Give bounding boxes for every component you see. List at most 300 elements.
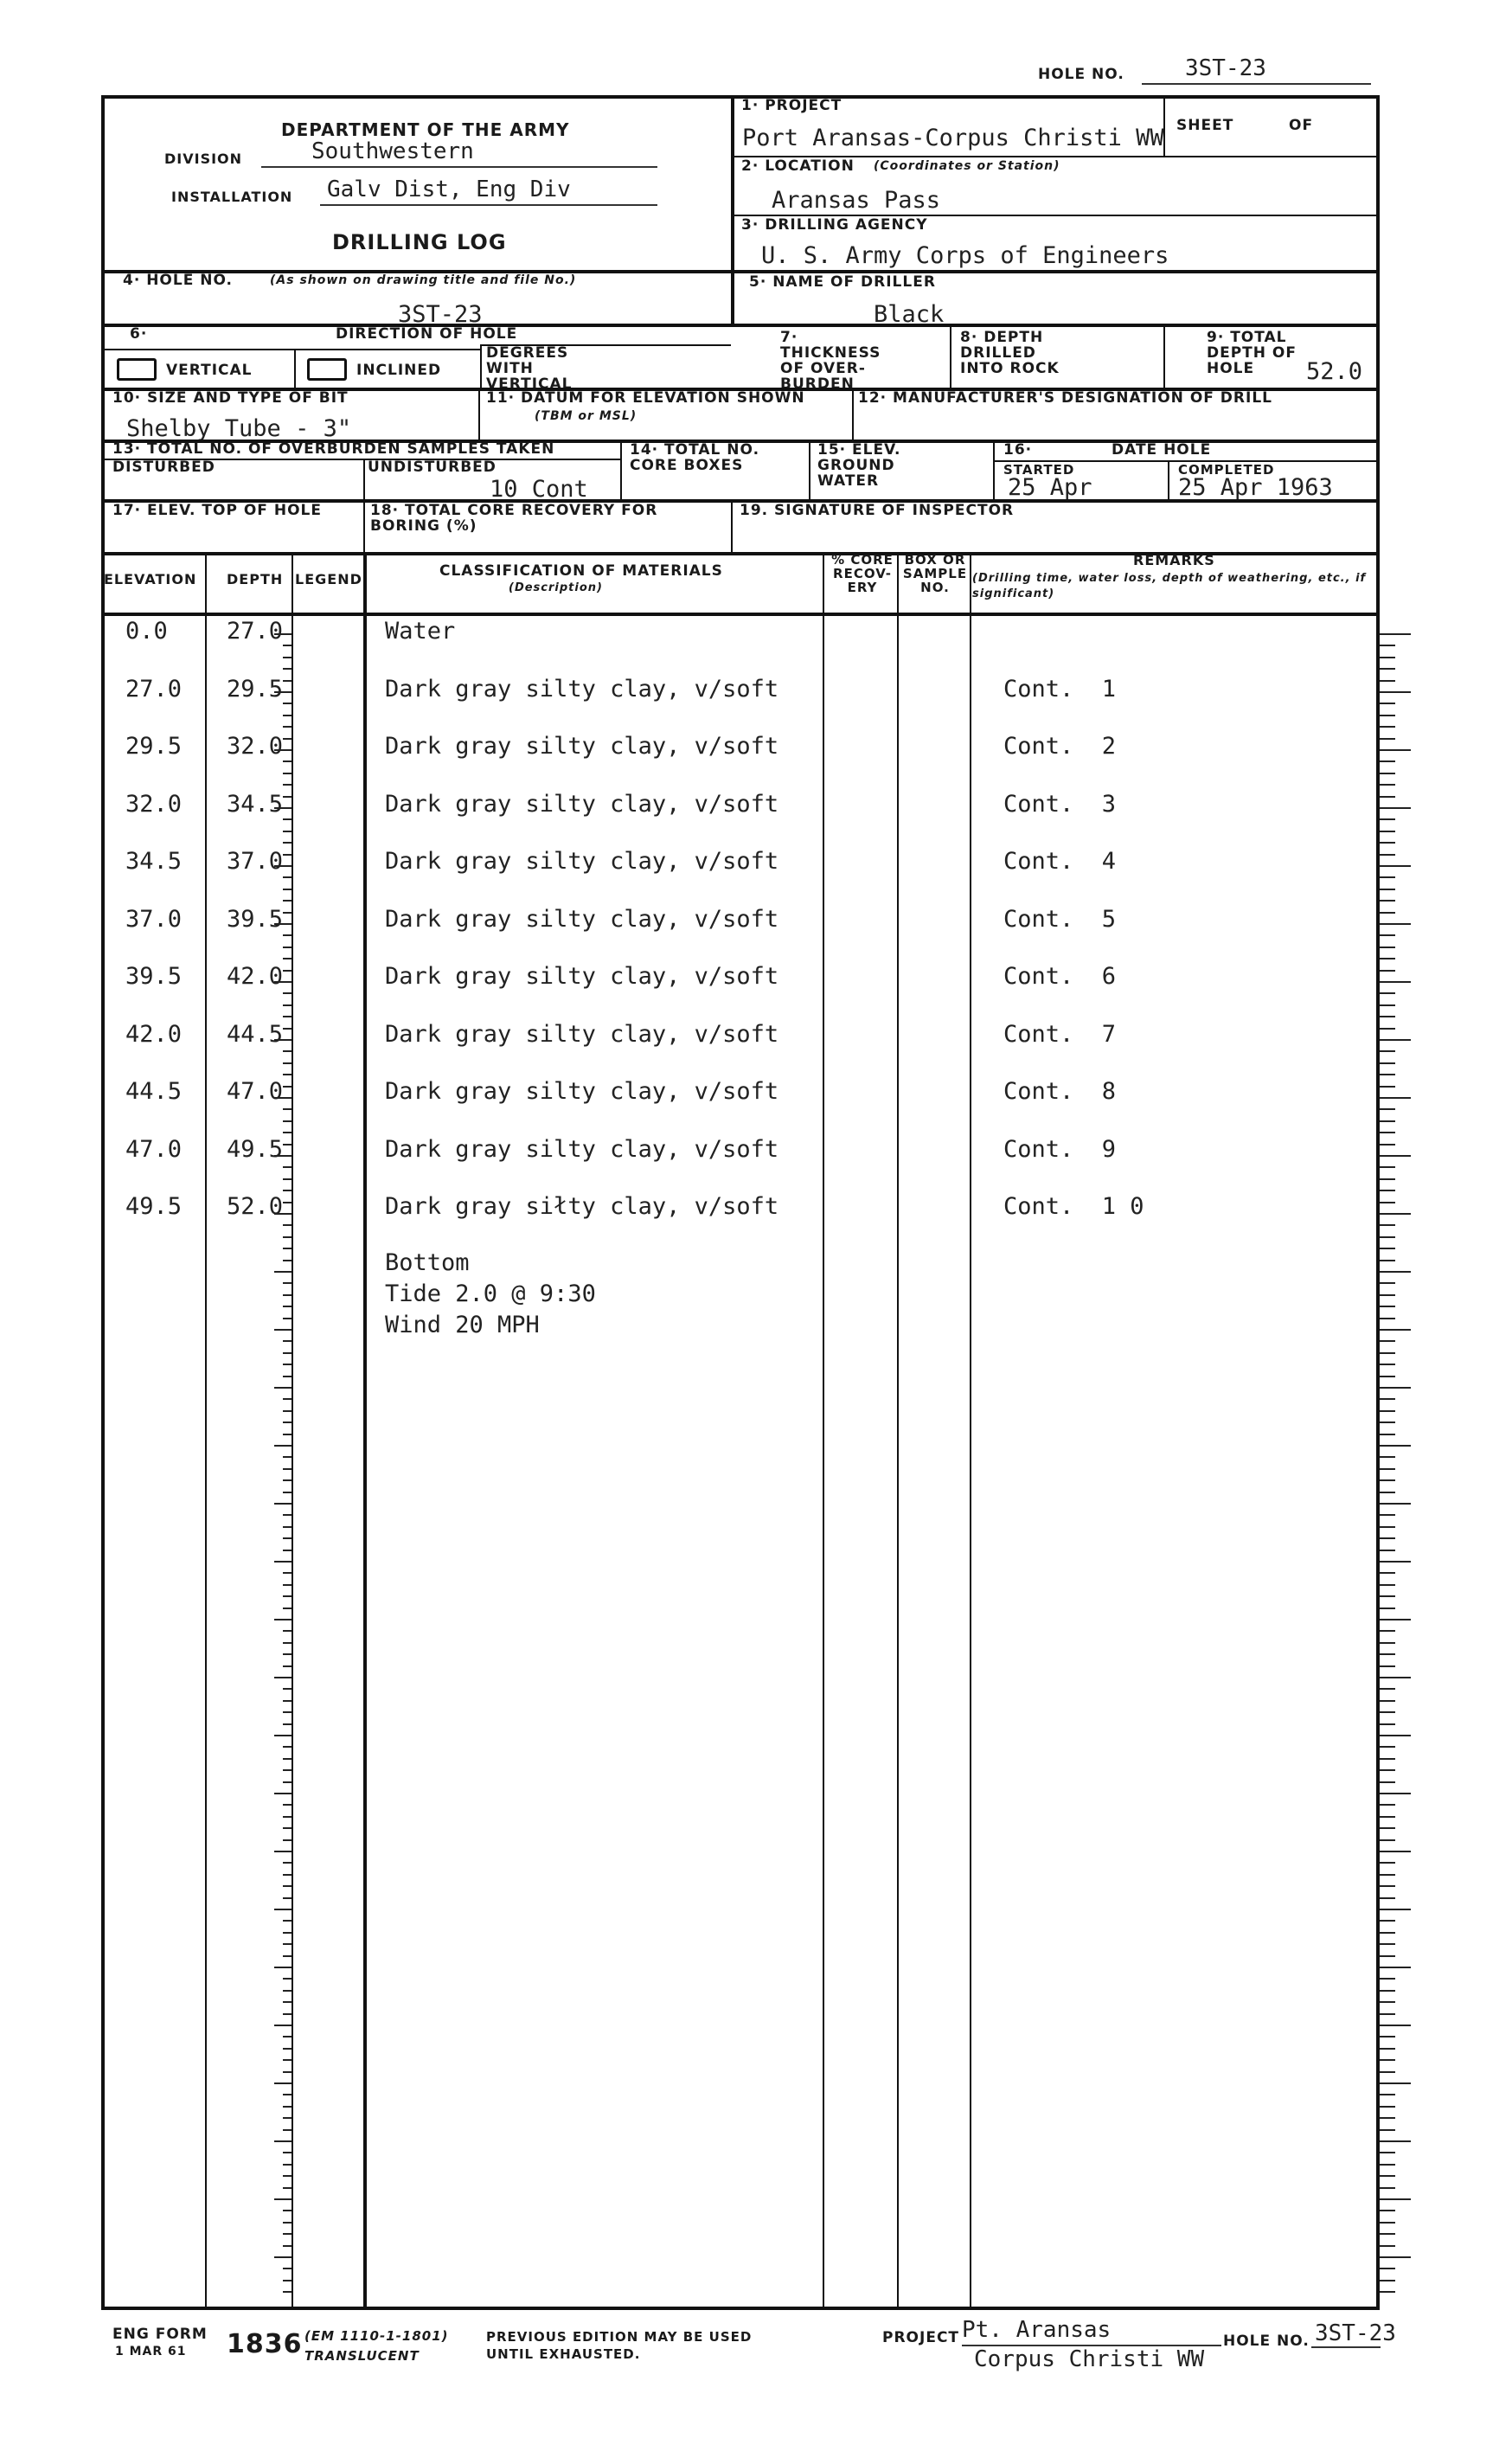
- vertical-checkbox[interactable]: [117, 358, 157, 381]
- depth-tick: [283, 1468, 292, 1470]
- depth-tick: [283, 2164, 292, 2166]
- edge-tick: [1380, 1421, 1395, 1423]
- depth-tick: [283, 2036, 292, 2038]
- row-elevation: 32.0: [125, 791, 183, 818]
- edge-tick: [1380, 1688, 1395, 1690]
- depth-tick: [283, 1294, 292, 1296]
- edge-tick: [1380, 2082, 1411, 2084]
- edge-tick: [1380, 970, 1395, 972]
- depth-tick: [283, 2117, 292, 2119]
- depth-tick: [283, 1166, 292, 1168]
- edge-tick: [1380, 1028, 1395, 1030]
- depth-tick: [283, 1827, 292, 1829]
- depth-tick: [283, 668, 292, 670]
- edge-tick: [1380, 1306, 1395, 1307]
- edge-tick: [1380, 1120, 1395, 1122]
- edge-tick: [1380, 1723, 1395, 1725]
- depth-tick: [283, 1862, 292, 1864]
- edge-tick: [1380, 1758, 1395, 1760]
- depth-tick: [274, 1851, 292, 1852]
- depth-tick: [283, 1004, 292, 1006]
- edge-tick: [1380, 1248, 1395, 1249]
- depth-tick: [274, 2082, 292, 2084]
- edge-tick: [1380, 1294, 1395, 1296]
- until-exhausted: UNTIL EXHAUSTED.: [486, 2346, 641, 2362]
- edge-tick: [1380, 1804, 1395, 1806]
- row-elevation: 34.5: [125, 848, 183, 875]
- edge-tick: [1380, 1874, 1395, 1876]
- edge-tick: [1380, 1862, 1395, 1864]
- edge-tick: [1380, 1735, 1411, 1736]
- depth-tick: [283, 760, 292, 762]
- depth-tick: [274, 1793, 292, 1794]
- direction-label: DIRECTION OF HOLE: [336, 325, 518, 343]
- row-description: Dark gray silty clay, v/soft: [385, 1078, 779, 1105]
- row-elevation: 42.0: [125, 1021, 183, 1048]
- edge-tick: [1380, 1642, 1395, 1644]
- row-depth: 32.0: [227, 733, 284, 760]
- hole-value: 3ST-23: [398, 301, 483, 328]
- row-depth: 34.5: [227, 791, 284, 818]
- row-depth: 44.5: [227, 1021, 284, 1048]
- depth-tick: [283, 1178, 292, 1180]
- edge-tick: [1380, 807, 1411, 809]
- edge-tick: [1380, 1039, 1411, 1041]
- edge-tick: [1380, 1213, 1411, 1215]
- depth-tick: [283, 1144, 292, 1145]
- bit-value: Shelby Tube - 3": [126, 415, 352, 442]
- depth-tick: [283, 1746, 292, 1748]
- depth-tick: [274, 923, 292, 925]
- inspector-label: 19. SIGNATURE OF INSPECTOR: [740, 502, 1015, 519]
- edge-tick: [1380, 992, 1395, 994]
- depth-tick: [274, 1213, 292, 1215]
- col-box-sample: BOX OR SAMPLE NO.: [902, 552, 968, 595]
- depth-tick: [283, 1874, 292, 1876]
- footer-project-line1: Pt. Aransas: [962, 2317, 1112, 2343]
- edge-tick: [1380, 1456, 1395, 1458]
- depth-tick: [274, 2140, 292, 2142]
- depth-tick: [274, 1909, 292, 1910]
- edge-tick: [1380, 1816, 1395, 1818]
- depth-tick: [274, 1445, 292, 1447]
- started-value: 25 Apr: [1008, 474, 1092, 501]
- direction-num: 6·: [130, 325, 148, 343]
- row-depth: 27.0: [227, 618, 284, 645]
- undisturbed-value: 10 Cont: [490, 476, 588, 503]
- row-description: Dark gray silty clay, v/soft: [385, 676, 779, 703]
- edge-tick: [1380, 831, 1395, 832]
- edge-tick: [1380, 1608, 1395, 1609]
- edge-tick: [1380, 1155, 1411, 1157]
- edge-tick: [1380, 2210, 1395, 2211]
- depth-tick: [283, 947, 292, 948]
- edge-tick: [1380, 1550, 1395, 1551]
- row-elevation: 0.0: [125, 618, 168, 645]
- location-label: 2· LOCATION: [741, 157, 855, 175]
- depth-tick: [283, 1318, 292, 1319]
- edge-tick: [1380, 738, 1395, 740]
- department-title: DEPARTMENT OF THE ARMY: [281, 119, 570, 140]
- edge-tick: [1380, 2025, 1411, 2026]
- elev-top-label: 17· ELEV. TOP OF HOLE: [112, 502, 322, 519]
- depth-tick: [283, 2059, 292, 2061]
- edge-tick: [1380, 889, 1395, 890]
- sheet-of-label: OF: [1289, 117, 1314, 134]
- depth-tick: [283, 1352, 292, 1354]
- edge-tick: [1380, 633, 1411, 635]
- depth-tick: [274, 1155, 292, 1157]
- edge-tick: [1380, 1236, 1395, 1238]
- row-elevation: 49.5: [125, 1193, 183, 1220]
- depth-tick: [283, 1642, 292, 1644]
- depth-tick: [283, 1665, 292, 1667]
- row-description: Dark gray silty clay, v/soft: [385, 733, 779, 760]
- edge-tick: [1380, 773, 1395, 774]
- depth-tick: [283, 1595, 292, 1597]
- edge-tick: [1380, 1410, 1395, 1412]
- edge-tick: [1380, 1329, 1411, 1331]
- location-hint: (Coordinates or Station): [874, 159, 1060, 173]
- col-remarks-hint: (Drilling time, water loss, depth of weathering, etc., if significant): [972, 572, 1367, 600]
- location-value: Aransas Pass: [772, 187, 941, 214]
- hole-no-label: HOLE NO.: [1038, 66, 1124, 83]
- edge-tick: [1380, 1619, 1411, 1620]
- row-remarks: Cont. 1: [1003, 676, 1117, 703]
- core-recovery-label: 18· TOTAL CORE RECOVERY FOR BORING (%): [370, 502, 658, 535]
- depth-tick: [283, 2175, 292, 2177]
- translucent-label: TRANSLUCENT: [304, 2348, 420, 2364]
- edge-tick: [1380, 1700, 1395, 1702]
- row-remarks: Cont. 9: [1003, 1136, 1117, 1163]
- row-description: Dark gray silty clay, v/soft: [385, 1021, 779, 1048]
- note-bottom: Bottom: [385, 1249, 470, 1276]
- depth-tick: [283, 1340, 292, 1342]
- depth-tick: [283, 680, 292, 682]
- note-tide: Tide 2.0 @ 9:30: [385, 1280, 596, 1307]
- edge-tick: [1380, 923, 1411, 925]
- row-description: Dark gray silty clay, v/soft: [385, 848, 779, 875]
- footer-hole-value: 3ST-23: [1315, 2320, 1396, 2346]
- samples-label: 13· TOTAL NO. OF OVERBURDEN SAMPLES TAKEN: [112, 440, 555, 458]
- depth-tick: [283, 2106, 292, 2108]
- edge-tick: [1380, 1178, 1395, 1180]
- disturbed-label: DISTURBED: [112, 459, 215, 476]
- depth-tick: [283, 1074, 292, 1075]
- depth-tick: [283, 1306, 292, 1307]
- depth-tick: [283, 1376, 292, 1377]
- edge-tick: [1380, 2233, 1395, 2235]
- manufacturer-label: 12· MANUFACTURER'S DESIGNATION OF DRILL: [858, 389, 1272, 407]
- edge-tick: [1380, 1097, 1411, 1099]
- depth-tick: [283, 912, 292, 914]
- depth-tick: [283, 1990, 292, 1992]
- depth-tick: [283, 645, 292, 646]
- depth-tick: [283, 738, 292, 740]
- edge-tick: [1380, 1190, 1395, 1191]
- depth-tick: [283, 2268, 292, 2269]
- edge-tick: [1380, 1514, 1395, 1516]
- depth-tick: [283, 2129, 292, 2131]
- edge-tick: [1380, 2059, 1395, 2061]
- depth-tick: [283, 1236, 292, 1238]
- edge-tick: [1380, 2106, 1395, 2108]
- thickness-label: 7· THICKNESS OF OVER- BURDEN: [780, 329, 881, 393]
- drilling-log-title: DRILLING LOG: [332, 230, 507, 254]
- edge-tick: [1380, 1202, 1395, 1203]
- edge-tick: [1380, 1885, 1395, 1887]
- depth-tick: [283, 2152, 292, 2153]
- project-label: 1· PROJECT: [741, 97, 842, 114]
- depth-tick: [283, 2048, 292, 2050]
- row-depth: 49.5: [227, 1136, 284, 1163]
- edge-tick: [1380, 2071, 1395, 2073]
- depth-tick: [274, 691, 292, 693]
- edge-tick: [1380, 1897, 1395, 1899]
- edge-tick: [1380, 2175, 1395, 2177]
- edge-tick: [1380, 1630, 1395, 1632]
- depth-tick: [283, 1514, 292, 1516]
- edge-tick: [1380, 1990, 1395, 1992]
- edge-tick: [1380, 2048, 1395, 2050]
- edge-tick: [1380, 1584, 1395, 1586]
- eng-form-label: ENG FORM: [112, 2326, 208, 2343]
- edge-tick: [1380, 1260, 1395, 1261]
- depth-tick: [274, 865, 292, 867]
- depth-tick: [274, 1561, 292, 1563]
- datum-label: 11· DATUM FOR ELEVATION SHOWN: [486, 389, 805, 407]
- depth-tick: [283, 2071, 292, 2073]
- depth-tick: [274, 1967, 292, 1968]
- row-description: Water: [385, 618, 456, 645]
- edge-tick: [1380, 1108, 1395, 1110]
- edge-tick: [1380, 2291, 1395, 2293]
- edge-tick: [1380, 657, 1395, 658]
- row-remarks: Cont. 3: [1003, 791, 1117, 818]
- row-elevation: 44.5: [125, 1078, 183, 1105]
- edge-tick: [1380, 784, 1395, 786]
- depth-tick: [283, 831, 292, 832]
- edge-tick: [1380, 1955, 1395, 1957]
- row-depth: 37.0: [227, 848, 284, 875]
- depth-tick: [283, 1364, 292, 1365]
- depth-tick: [283, 1492, 292, 1493]
- bit-label: 10· SIZE AND TYPE OF BIT: [112, 389, 349, 407]
- depth-tick: [283, 1120, 292, 1122]
- edge-tick: [1380, 796, 1395, 798]
- edge-tick: [1380, 668, 1395, 670]
- edge-tick: [1380, 2117, 1395, 2119]
- depth-tick: [283, 1190, 292, 1191]
- depth-tick: [283, 1688, 292, 1690]
- depth-tick: [283, 2233, 292, 2235]
- edge-tick: [1380, 1572, 1395, 1574]
- edge-tick: [1380, 1851, 1411, 1852]
- depth-tick: [274, 1329, 292, 1331]
- depth-rock-label: 8· DEPTH DRILLED INTO ROCK: [960, 329, 1060, 377]
- edge-tick: [1380, 1479, 1395, 1481]
- vertical-label: VERTICAL: [166, 362, 253, 379]
- edge-tick: [1380, 760, 1395, 762]
- depth-tick: [283, 1050, 292, 1052]
- col-classification-hint: (Description): [509, 581, 603, 594]
- col-depth: DEPTH: [227, 571, 284, 587]
- edge-tick: [1380, 1434, 1395, 1435]
- edge-tick: [1380, 2280, 1395, 2281]
- depth-tick: [274, 1097, 292, 1099]
- edge-tick: [1380, 691, 1411, 693]
- edge-tick: [1380, 1537, 1395, 1539]
- edge-tick: [1380, 912, 1395, 914]
- edge-tick: [1380, 2222, 1395, 2224]
- edge-tick: [1380, 2036, 1395, 2038]
- depth-tick: [283, 2291, 292, 2293]
- inclined-label: INCLINED: [356, 362, 442, 379]
- row-remarks: Cont. 4: [1003, 848, 1117, 875]
- depth-tick: [283, 2094, 292, 2095]
- depth-tick: [274, 1677, 292, 1678]
- edge-tick: [1380, 2094, 1395, 2095]
- edge-tick: [1380, 1445, 1411, 1447]
- edge-tick: [1380, 865, 1411, 867]
- edge-tick: [1380, 1074, 1395, 1075]
- row-description: Dark gray silty clay, v/soft: [385, 906, 779, 933]
- hole-no-value: 3ST-23: [1185, 55, 1266, 81]
- depth-tick: [283, 2280, 292, 2281]
- edge-tick: [1380, 2245, 1395, 2247]
- edge-tick: [1380, 958, 1395, 959]
- em-ref: (EM 1110-1-1801): [304, 2328, 449, 2344]
- edge-tick: [1380, 1224, 1395, 1226]
- edge-tick: [1380, 1132, 1395, 1133]
- depth-tick: [283, 889, 292, 890]
- depth-tick: [283, 657, 292, 658]
- undisturbed-label: UNDISTURBED: [368, 459, 497, 476]
- note-wind: Wind 20 MPH: [385, 1312, 540, 1338]
- edge-tick: [1380, 1062, 1395, 1064]
- driller-label: 5· NAME OF DRILLER: [749, 273, 936, 291]
- edge-tick: [1380, 1398, 1395, 1400]
- sheet-label: SHEET: [1176, 117, 1234, 134]
- depth-tick: [274, 2198, 292, 2200]
- depth-tick: [283, 2222, 292, 2224]
- project-value: Port Aransas-Corpus Christi WW: [742, 125, 1164, 151]
- depth-tick: [283, 992, 292, 994]
- row-remarks: Cont. 2: [1003, 733, 1117, 760]
- edge-tick: [1380, 1561, 1411, 1563]
- edge-tick: [1380, 854, 1395, 856]
- edge-tick: [1380, 1318, 1395, 1319]
- edge-tick: [1380, 1352, 1395, 1354]
- depth-tick: [283, 1526, 292, 1528]
- col-core-recovery: % CORE RECOV- ERY: [831, 552, 894, 595]
- depth-tick: [283, 1398, 292, 1400]
- row-elevation: 39.5: [125, 963, 183, 990]
- col-remarks: REMARKS: [1133, 552, 1215, 568]
- row-remarks: Cont. 5: [1003, 906, 1117, 933]
- edge-tick: [1380, 715, 1395, 716]
- hole-label: 4· HOLE NO.: [123, 272, 234, 289]
- depth-tick: [283, 1758, 292, 1760]
- edge-tick: [1380, 1271, 1411, 1273]
- edge-tick: [1380, 645, 1395, 646]
- row-description: Dark gray silty clay, v/soft: [385, 1136, 779, 1163]
- edge-tick: [1380, 947, 1395, 948]
- edge-tick: [1380, 2152, 1395, 2153]
- completed-value: 25 Apr 1963: [1178, 474, 1333, 501]
- depth-tick: [283, 1769, 292, 1771]
- form-number: 1836: [227, 2329, 303, 2359]
- depth-tick: [283, 1700, 292, 1702]
- depth-tick: [283, 842, 292, 844]
- row-remarks: Cont. 7: [1003, 1021, 1117, 1048]
- edge-tick: [1380, 900, 1395, 902]
- depth-tick: [283, 1630, 292, 1632]
- edge-tick: [1380, 1909, 1411, 1910]
- row-depth: 39.5: [227, 906, 284, 933]
- row-depth: 52.0: [227, 1193, 284, 1220]
- depth-tick: [283, 1943, 292, 1945]
- edge-tick: [1380, 1665, 1395, 1667]
- core-boxes-label: 14· TOTAL NO. CORE BOXES: [630, 441, 760, 474]
- footer-project-label: PROJECT: [882, 2329, 960, 2346]
- edge-tick: [1380, 981, 1411, 983]
- edge-tick: [1380, 1004, 1395, 1006]
- depth-tick: [274, 1503, 292, 1505]
- depth-tick: [283, 773, 292, 774]
- edge-tick: [1380, 1746, 1395, 1748]
- depth-tick: [283, 958, 292, 959]
- footer-project-line2: Corpus Christi WW: [974, 2346, 1205, 2372]
- edge-tick: [1380, 1468, 1395, 1470]
- depth-tick: [274, 1735, 292, 1736]
- depth-tick: [283, 1224, 292, 1226]
- division-value: Southwestern: [311, 138, 474, 164]
- edge-tick: [1380, 2256, 1411, 2258]
- depth-tick: [274, 1271, 292, 1273]
- depth-tick: [283, 970, 292, 972]
- depth-tick: [283, 1572, 292, 1574]
- depth-tick: [283, 2001, 292, 2003]
- edge-tick: [1380, 749, 1411, 751]
- edge-tick: [1380, 1166, 1395, 1168]
- footer-hole-label: HOLE NO.: [1223, 2333, 1310, 2350]
- edge-tick: [1380, 2140, 1411, 2142]
- date-num: 16·: [1003, 441, 1033, 459]
- row-elevation: 27.0: [125, 676, 183, 703]
- inclined-checkbox[interactable]: [307, 358, 347, 381]
- row-remarks: Cont. 1 0: [1003, 1193, 1144, 1220]
- depth-tick: [283, 1711, 292, 1713]
- edge-tick: [1380, 1144, 1395, 1145]
- depth-tick: [283, 1978, 292, 1980]
- row-elevation: 37.0: [125, 906, 183, 933]
- edge-tick: [1380, 1711, 1395, 1713]
- depth-tick: [283, 934, 292, 936]
- depth-tick: [274, 1387, 292, 1389]
- edge-tick: [1380, 1653, 1395, 1655]
- edge-tick: [1380, 2268, 1395, 2269]
- edge-tick: [1380, 842, 1395, 844]
- depth-tick: [283, 1885, 292, 1887]
- depth-tick: [274, 1039, 292, 1041]
- depth-tick: [283, 1248, 292, 1249]
- depth-tick: [283, 1434, 292, 1435]
- edge-tick: [1380, 2001, 1395, 2003]
- edge-tick: [1380, 1282, 1395, 1284]
- edge-tick: [1380, 1595, 1395, 1597]
- completed-label: COMPLETED: [1178, 462, 1275, 478]
